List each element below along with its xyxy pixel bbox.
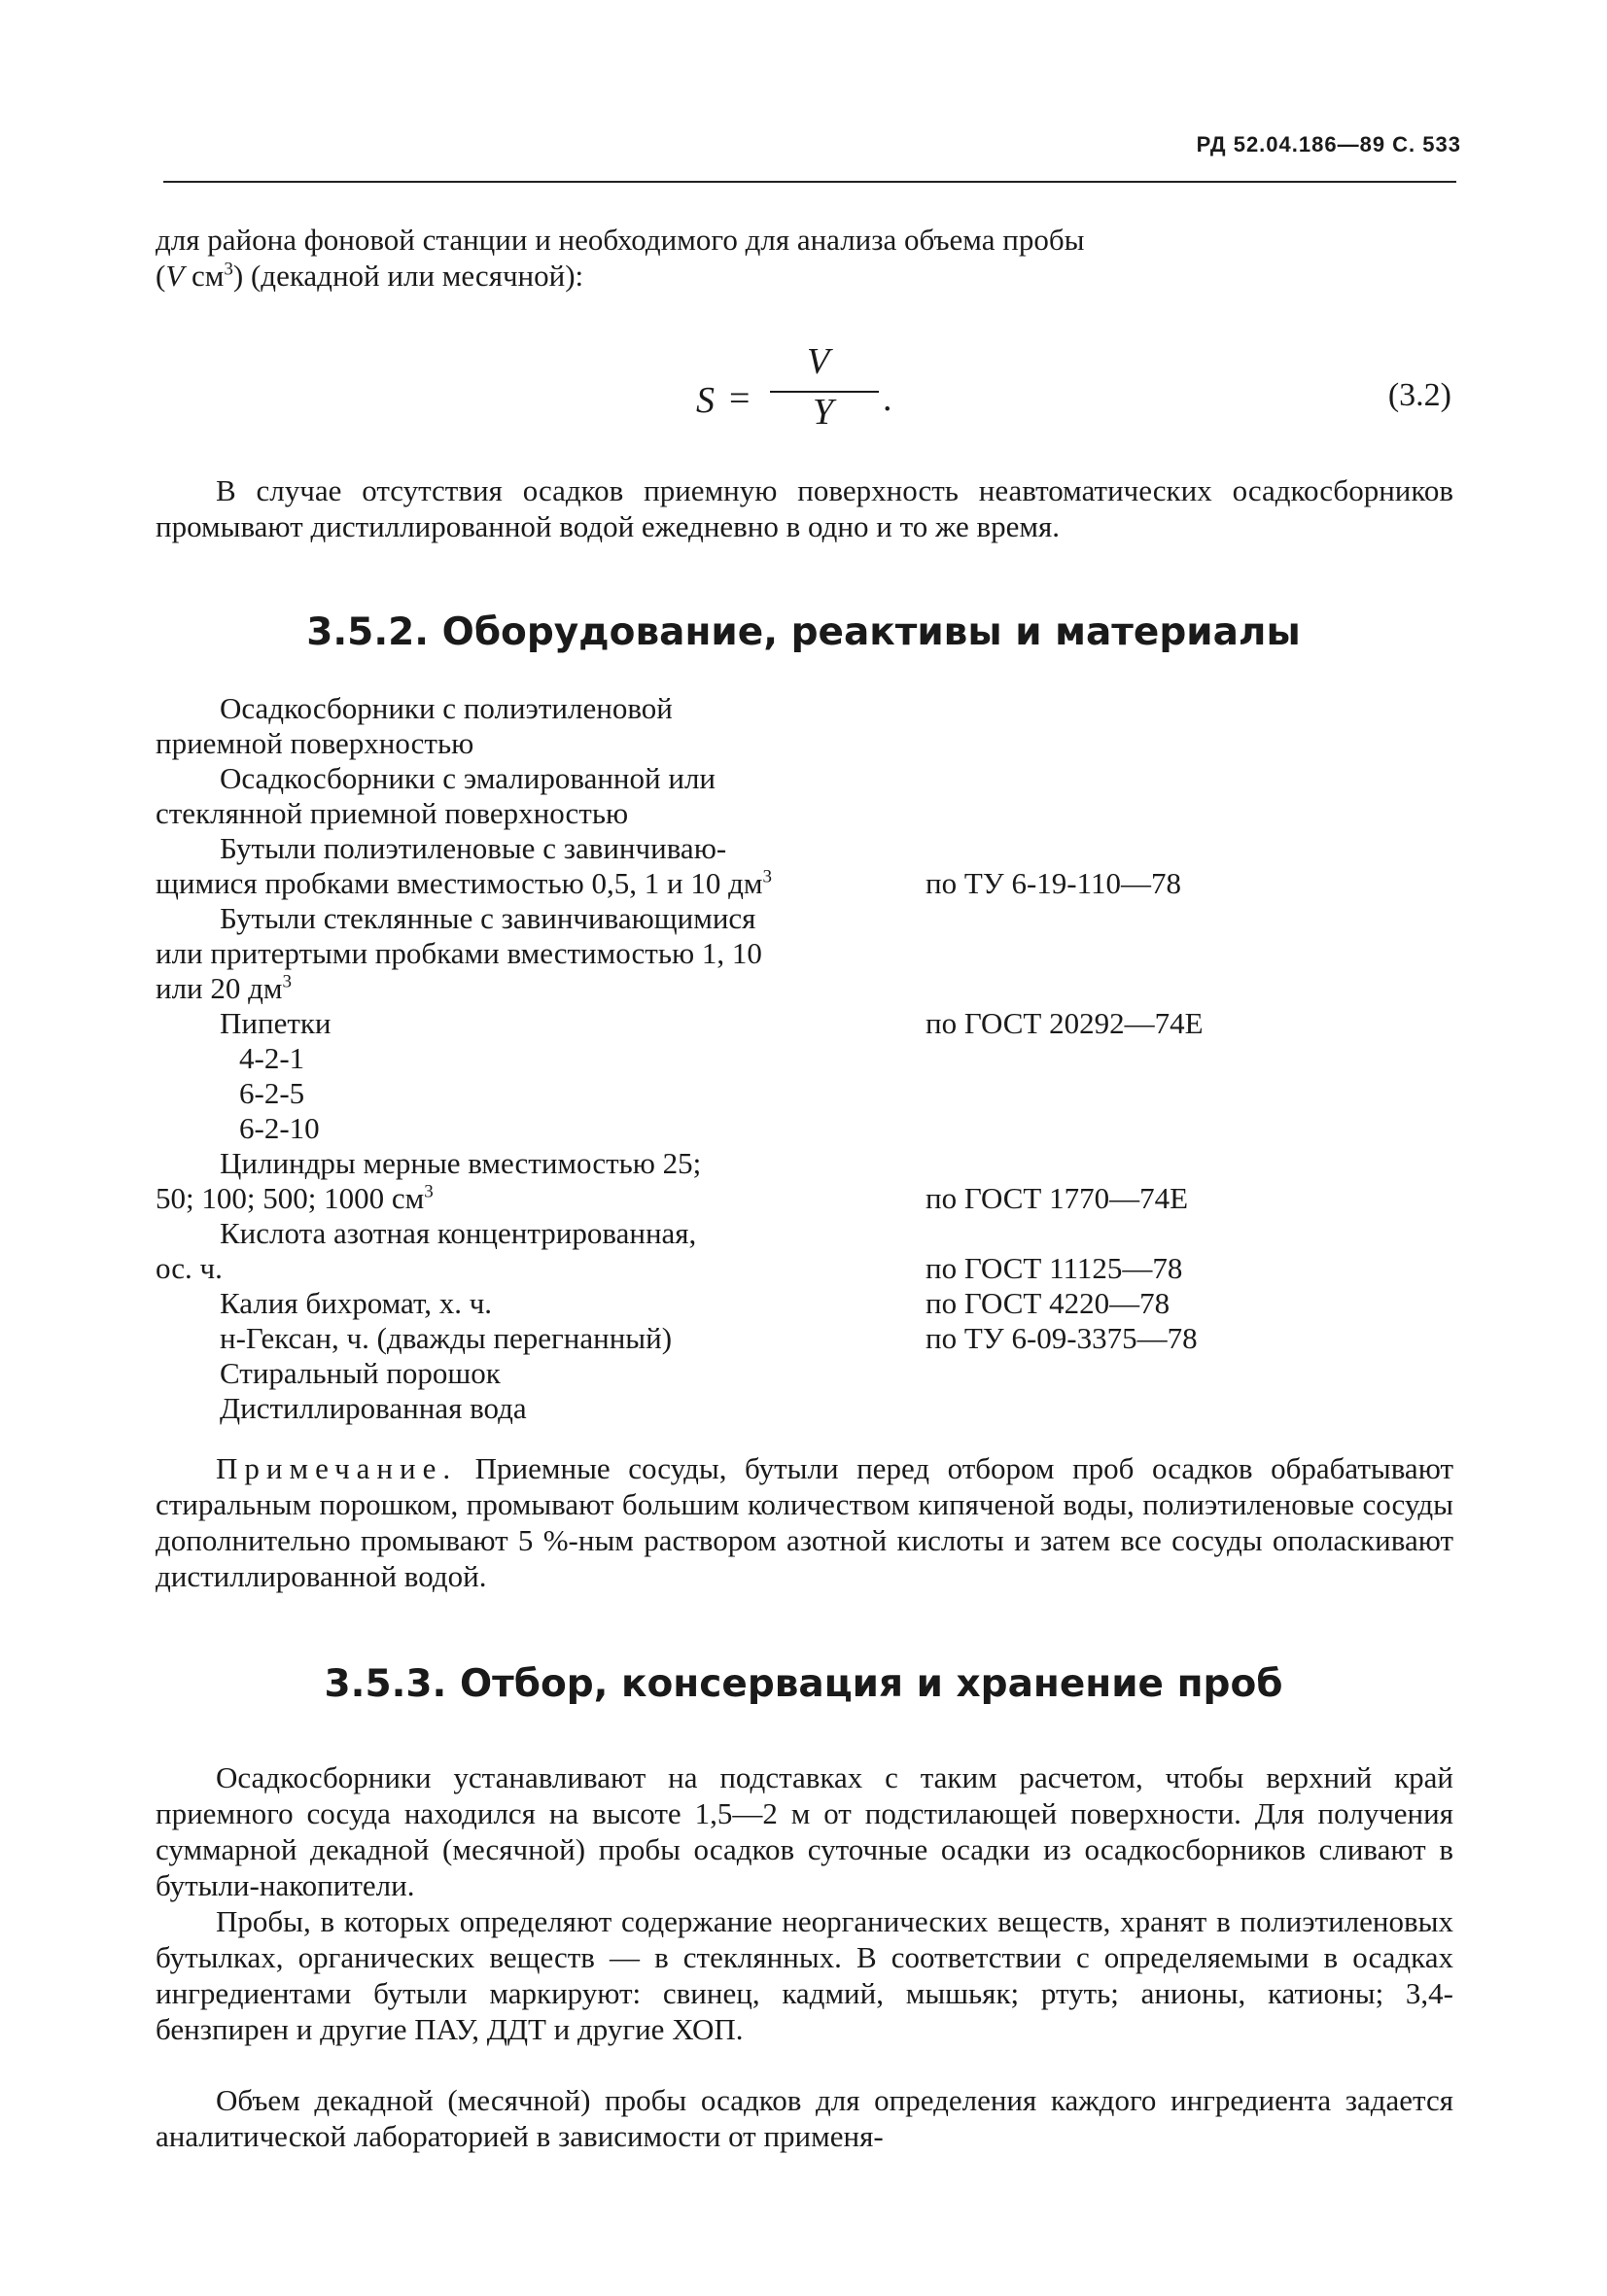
equipment-line: щимися пробками вместимостью 0,5, 1 и 10 $дм^3$ xyxy=(156,866,772,900)
formula-number: (3.2) xyxy=(1387,377,1451,413)
formula-numerator: V xyxy=(807,341,830,382)
standard-ref: по ГОСТ 1770—74Е xyxy=(926,1181,1189,1215)
formula-equals: = xyxy=(729,378,751,419)
equipment-line: Кислота азотная концентрированная, xyxy=(220,1216,697,1250)
standard-ref: по ГОСТ 11125—78 xyxy=(926,1251,1183,1285)
equipment-line: Калия бихромат, х. ч. xyxy=(220,1286,493,1320)
sampling-paragraph-3: Объем декадной (месячной) пробы осадков для определения каждого ингредиента задается аналитической лабораторией в зависимости от применя- xyxy=(156,2083,1453,2153)
standard-ref: по ГОСТ 4220—78 xyxy=(926,1286,1170,1320)
standard-ref: по ГОСТ 20292—74Е xyxy=(926,1006,1204,1040)
equipment-line: Цилиндры мерные вместимостью 25; xyxy=(220,1146,702,1180)
equipment-line: 6-2-5 xyxy=(239,1076,305,1110)
equipment-line: или притертыми пробками вместимостью 1, 10 xyxy=(156,936,762,970)
sampling-paragraph-2: Пробы, в которых определяют содержание неорганических веществ, хранят в полиэтиленовых бутылках, органических веществ — в стеклянных. В соответствии с определяемыми в осадках ингредиентами бутыли маркируют: свинец, кадмий, мышьяк; ртуть; анионы, катионы; 3,4-бензпирен и другие ПАУ, ДДТ и другие ХОП. xyxy=(156,1904,1453,2046)
intro-line-1: для района фоновой станции и необходимого для анализа объема пробы xyxy=(156,223,1085,257)
equipment-line: Осадкосборники с эмалированной или xyxy=(220,761,716,795)
standard-ref: по ТУ 6-19-110—78 xyxy=(926,866,1181,900)
equipment-line: 6-2-10 xyxy=(239,1111,320,1145)
equipment-line: стеклянной приемной поверхностью xyxy=(156,796,629,830)
page-header: РД 52.04.186—89 С. 533 xyxy=(1196,132,1461,157)
section-title-3-5-2: 3.5.2. Оборудование, реактивы и материалы xyxy=(306,610,1301,654)
note-paragraph xyxy=(156,1450,1453,1594)
volume-symbol: V xyxy=(165,259,185,293)
equipment-line: ос. ч. xyxy=(156,1251,223,1285)
formula-lhs: S xyxy=(696,380,715,421)
section-title-3-5-3: 3.5.3. Отбор, консервация и хранение проб xyxy=(324,1662,1283,1706)
note-text: Приемные сосуды, бутыли перед отбором проб осадков обрабатывают стиральным порошком, промывают большим количеством кипяченой воды, полиэтиленовые сосуды дополнительно промывают 5 %-ным раствором азотной кислоты и затем все сосуды ополаскивают дистиллированной водой. xyxy=(156,1451,1453,1593)
equipment-line: или 20 $дм^3$ xyxy=(156,971,293,1005)
equipment-line: приемной поверхностью xyxy=(156,726,474,760)
formula-period: . xyxy=(883,378,892,419)
equipment-line: 50; 100; 500; 1000 $см^3$ xyxy=(156,1181,434,1215)
equipment-line: н-Гексан, ч. (дважды перегнанный) xyxy=(220,1321,673,1355)
equipment-line: Пипетки xyxy=(220,1006,332,1040)
equipment-line: Бутыли полиэтиленовые с завинчиваю- xyxy=(220,831,727,865)
no-precipitation-paragraph: В случае отсутствия осадков приемную поверхность неавтоматических осадкосборников промывают дистиллированной водой ежедневно в одно и то же время. xyxy=(156,473,1453,543)
note-label: Примечание. xyxy=(216,1451,458,1485)
equipment-line: 4-2-1 xyxy=(239,1041,305,1075)
equipment-list xyxy=(156,691,933,1426)
sampling-paragraph-1: Осадкосборники устанавливают на подставках с таким расчетом, чтобы верхний край приемного сосуда находился на высоте 1,5—2 м от подстилающей поверхности. Для получения суммарной декадной (месячной) пробы осадков суточные осадки из осадкосборников сливают в бутыли-накопители. xyxy=(156,1760,1453,1902)
header-rule xyxy=(163,181,1456,183)
standard-ref: по ТУ 6-09-3375—78 xyxy=(926,1321,1198,1355)
intro-paragraph: для района фоновой станции и необходимого для анализа объема пробы (V $см^3$) (декадной или месячной): xyxy=(156,223,1085,293)
equipment-line: Бутыли стеклянные с завинчивающимися xyxy=(220,901,756,935)
equipment-line: Дистиллированная вода xyxy=(220,1391,527,1425)
equipment-line: Стиральный порошок xyxy=(220,1356,501,1390)
formula-denominator: Y xyxy=(813,392,834,433)
equipment-line: Осадкосборники с полиэтиленовой xyxy=(220,691,673,725)
